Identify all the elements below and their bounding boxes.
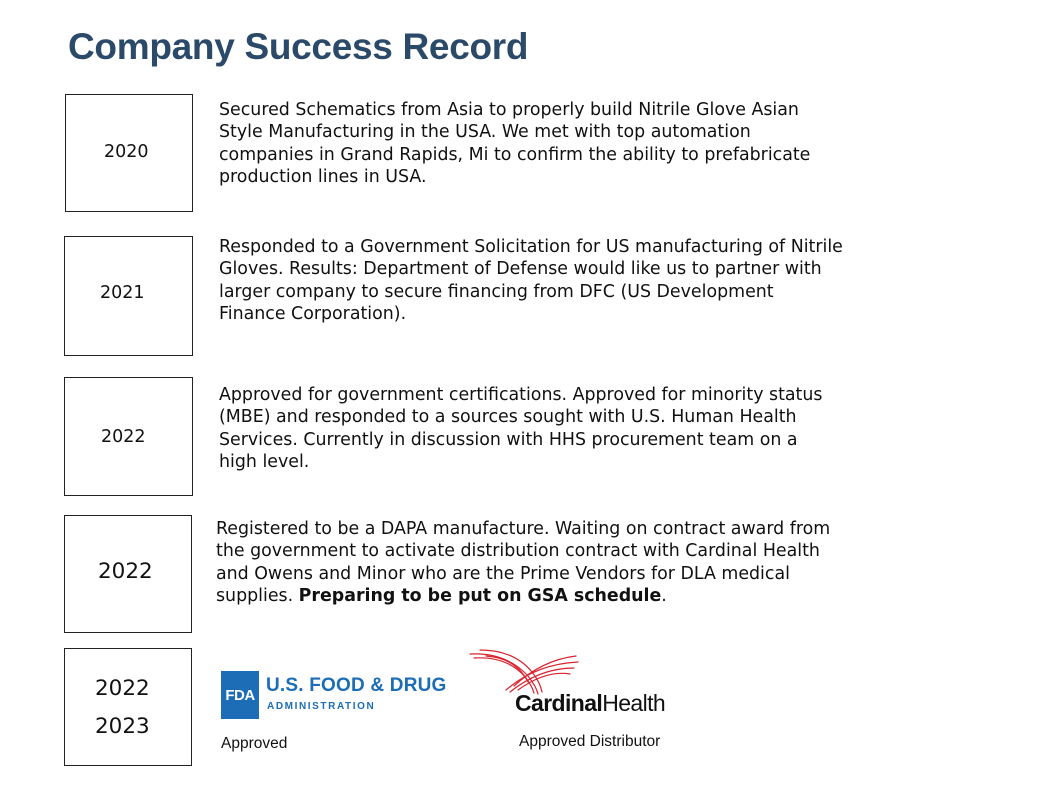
cardinal-name-part1: Cardinal	[515, 690, 603, 716]
description-text: Registered to be a DAPA manufacture. Waiting on contract award from the government to activate distribution contract with Cardinal Health and Owens and Minor who are the Prime Vendors for DLA medical supplies.	[216, 519, 831, 606]
timeline-description-2020: Secured Schematics from Asia to properly build Nitrile Glove Asian Style Manufacturing in the USA. We met with top automation companies in Grand Rapids, Mi to confirm the ability to prefabricate production lines in USA.	[219, 100, 811, 187]
year-box-2021	[64, 236, 193, 356]
description-emphasis: Preparing to be put on GSA schedule	[298, 585, 662, 606]
timeline-description-2022-b	[216, 518, 841, 607]
fda-logo	[221, 671, 447, 719]
year-label: 2022	[98, 559, 153, 584]
year-box-2022-a	[64, 377, 193, 496]
cardinal-name-part2: Health	[602, 690, 666, 716]
fda-caption: Approved	[221, 735, 288, 752]
cardinal-caption: Approved Distributor	[519, 733, 661, 750]
fda-subtitle: ADMINISTRATION	[267, 701, 376, 712]
timeline-description-2021: Responded to a Government Solicitation for US manufacturing of Nitrile Gloves. Results: Department of Defense would like us to partner with larger company to secure financing from DFC (US Development Finance Corporation).	[219, 237, 843, 324]
fda-mark-icon: FDA	[221, 671, 259, 719]
year-label: 2020	[104, 142, 149, 162]
year-label-2023: 2023	[95, 714, 150, 739]
year-box-2022-b	[64, 515, 192, 633]
year-label: 2021	[100, 283, 145, 303]
description-end: .	[661, 585, 667, 606]
year-box-2020	[65, 94, 193, 212]
timeline-description-2022-a: Approved for government certifications. Approved for minority status (MBE) and responded to a sources sought with U.S. Human Health Services. Currently in discussion with HHS procurement team on a high level.	[219, 385, 823, 472]
fda-name: U.S. FOOD & DRUG	[266, 675, 447, 696]
page-title: Company Success Record	[68, 26, 529, 67]
year-label: 2022	[101, 427, 146, 447]
year-label-2022: 2022	[95, 676, 150, 701]
cardinal-health-logo	[515, 690, 665, 717]
cardinal-swoosh-icon	[466, 646, 581, 696]
year-box-2022-2023	[64, 648, 192, 766]
